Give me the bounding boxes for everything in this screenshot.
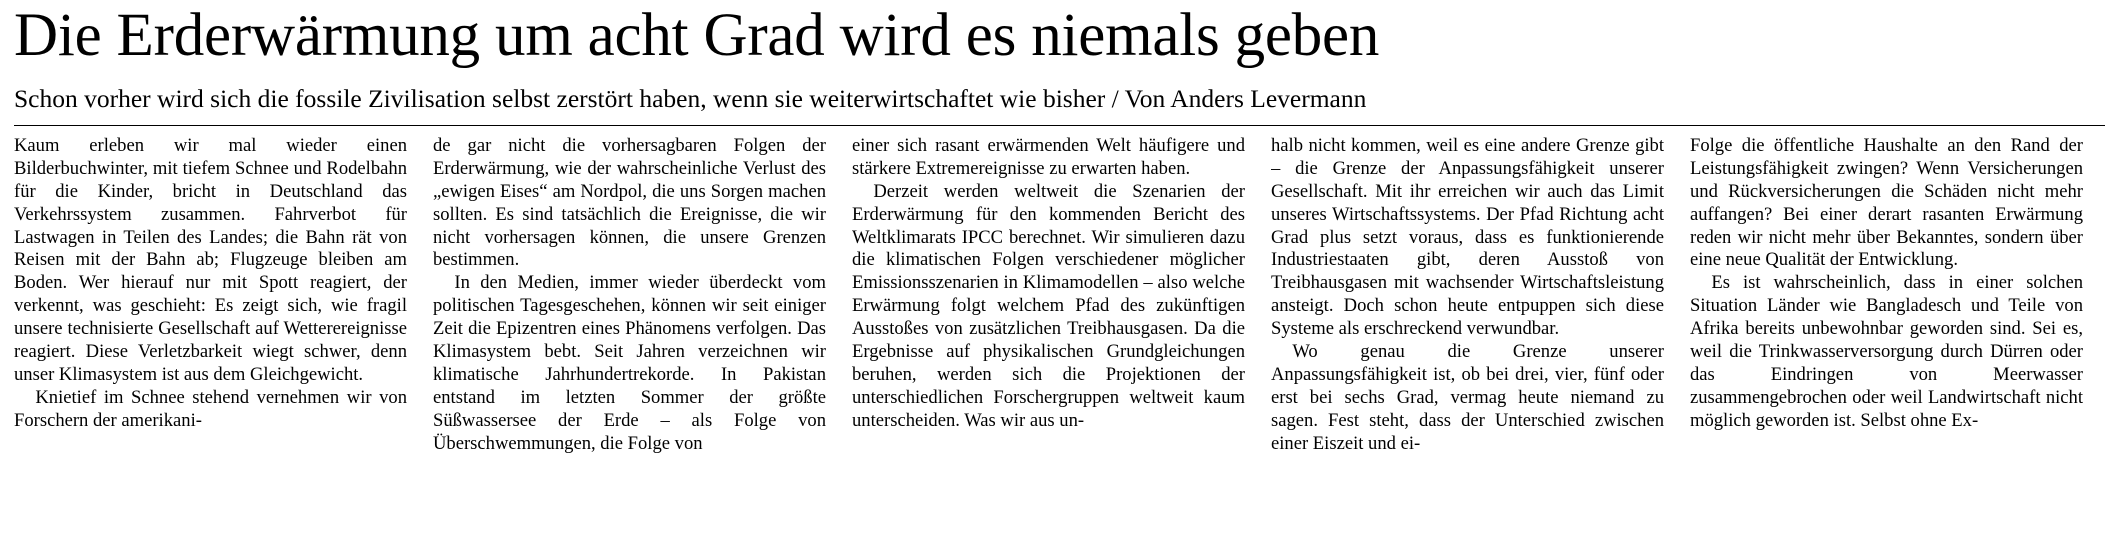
paragraph: halb nicht kommen, weil es eine andere Grenze gibt – die Grenze der Anpassungsfähigkeit unserer Gesellschaft. Mit ihr erreichen wir auch das Limit unseres Wirtschaftssystems. Der Pfad Richtung acht Grad plus setzt voraus, dass es funktionierende Industriestaaten gibt, deren Ausstoß von Treibhausgasen mit wachsender Wirtschaftsleistung ansteigt. Doch schon heute entpuppen sich diese Systeme als erschreckend verwundbar. bbox=[1271, 134, 1664, 340]
article-column-5 bbox=[1690, 135, 2083, 555]
paragraph: Knietief im Schnee stehend vernehmen wir von Forschern der amerikani- bbox=[14, 387, 407, 432]
paragraph: Derzeit werden weltweit die Szenarien der Erderwärmung für den kommenden Bericht des Weltklimarats IPCC berechnet. Wir simulieren dazu die klimatischen Folgen verschiedener möglicher Emissionsszenarien in Klimamodellen – also welche Erwärmung folgt welchem Pfad des zukünftigen Ausstoßes von zusätzlichen Treibhausgasen. Da die Ergebnisse auf physikalischen Grundgleichungen beruhen, werden sich die Projektionen der unterschiedlichen Forschergruppen weltweit kaum unterscheiden. Was wir aus un- bbox=[852, 180, 1245, 432]
article-column-2 bbox=[433, 135, 826, 555]
article-column-4 bbox=[1271, 135, 1664, 555]
paragraph: Wo genau die Grenze unserer Anpassungsfähigkeit ist, ob bei drei, vier, fünf oder erst bei sechs Grad, vermag heute niemand zu sagen. Fest steht, dass der Unterschied zwischen einer Eiszeit und ei- bbox=[1271, 341, 1664, 455]
paragraph: Es ist wahrscheinlich, dass in einer solchen Situation Länder wie Bangladesch und Teile von Afrika bereits unbewohnbar geworden sind. Sei es, weil die Trinkwasserversorgung durch Dürren oder das Eindringen von Meerwasser zusammengebrochen oder weil Landwirtschaft nicht möglich geworden ist. Selbst ohne Ex- bbox=[1690, 272, 2083, 432]
article-body-columns bbox=[14, 135, 2105, 555]
paragraph: Folge die öffentliche Haushalte an den Rand der Leistungsfähigkeit zwingen? Wenn Versicherungen und Rückversicherungen die Schäden nicht mehr auffangen? Bei einer derart rasanten Erwärmung reden wir nicht mehr über Bekanntes, sondern über eine neue Qualität der Entwicklung. bbox=[1690, 134, 2083, 271]
article-column-1 bbox=[14, 135, 407, 555]
header-divider bbox=[14, 125, 2105, 126]
paragraph: de gar nicht die vorhersagbaren Folgen der Erderwärmung, wie der wahrscheinliche Verlust des „ewigen Eises“ am Nordpol, die uns Sorgen machen sollten. Es sind tatsächlich die Ereignisse, die wir nicht vorhersagen können, die unsere Grenzen bestimmen. bbox=[433, 134, 826, 271]
article-column-3 bbox=[852, 135, 1245, 555]
paragraph: Kaum erleben wir mal wieder einen Bilderbuchwinter, mit tiefem Schnee und Rodelbahn für die Kinder, bricht in Deutschland das Verkehrssystem zusammen. Fahrverbot für Lastwagen in Teilen des Landes; die Bahn rät von Reisen mit der Bahn ab; Flugzeuge bleiben am Boden. Wer hierauf nur mit Spott reagiert, der verkennt, was geschieht: Es zeigt sich, wie fragil unsere technisierte Gesellschaft auf Wetterereignisse reagiert. Diese Verletzbarkeit wiegt schwer, denn unser Klimasystem ist aus dem Gleichgewicht. bbox=[14, 134, 407, 386]
article-subhead: Schon vorher wird sich die fossile Zivilisation selbst zerstört haben, wenn sie weiterwirtschaftet wie bisher / Von Anders Levermann bbox=[14, 83, 1367, 113]
paragraph: In den Medien, immer wieder überdeckt vom politischen Tagesgeschehen, können wir seit einiger Zeit die Epizentren eines Phänomens verfolgen. Das Klimasystem bebt. Seit Jahren verzeichnen wir klimatische Jahrhundertrekorde. In Pakistan entstand im letzten Sommer der größte Süßwassersee der Erde – als Folge von Überschwemmungen, die Folge von bbox=[433, 272, 826, 455]
paragraph: einer sich rasant erwärmenden Welt häufigere und stärkere Extremereignisse zu erwarten haben. bbox=[852, 134, 1245, 179]
page-title: Die Erderwärmung um acht Grad wird es niemals geben bbox=[14, 2, 1380, 69]
